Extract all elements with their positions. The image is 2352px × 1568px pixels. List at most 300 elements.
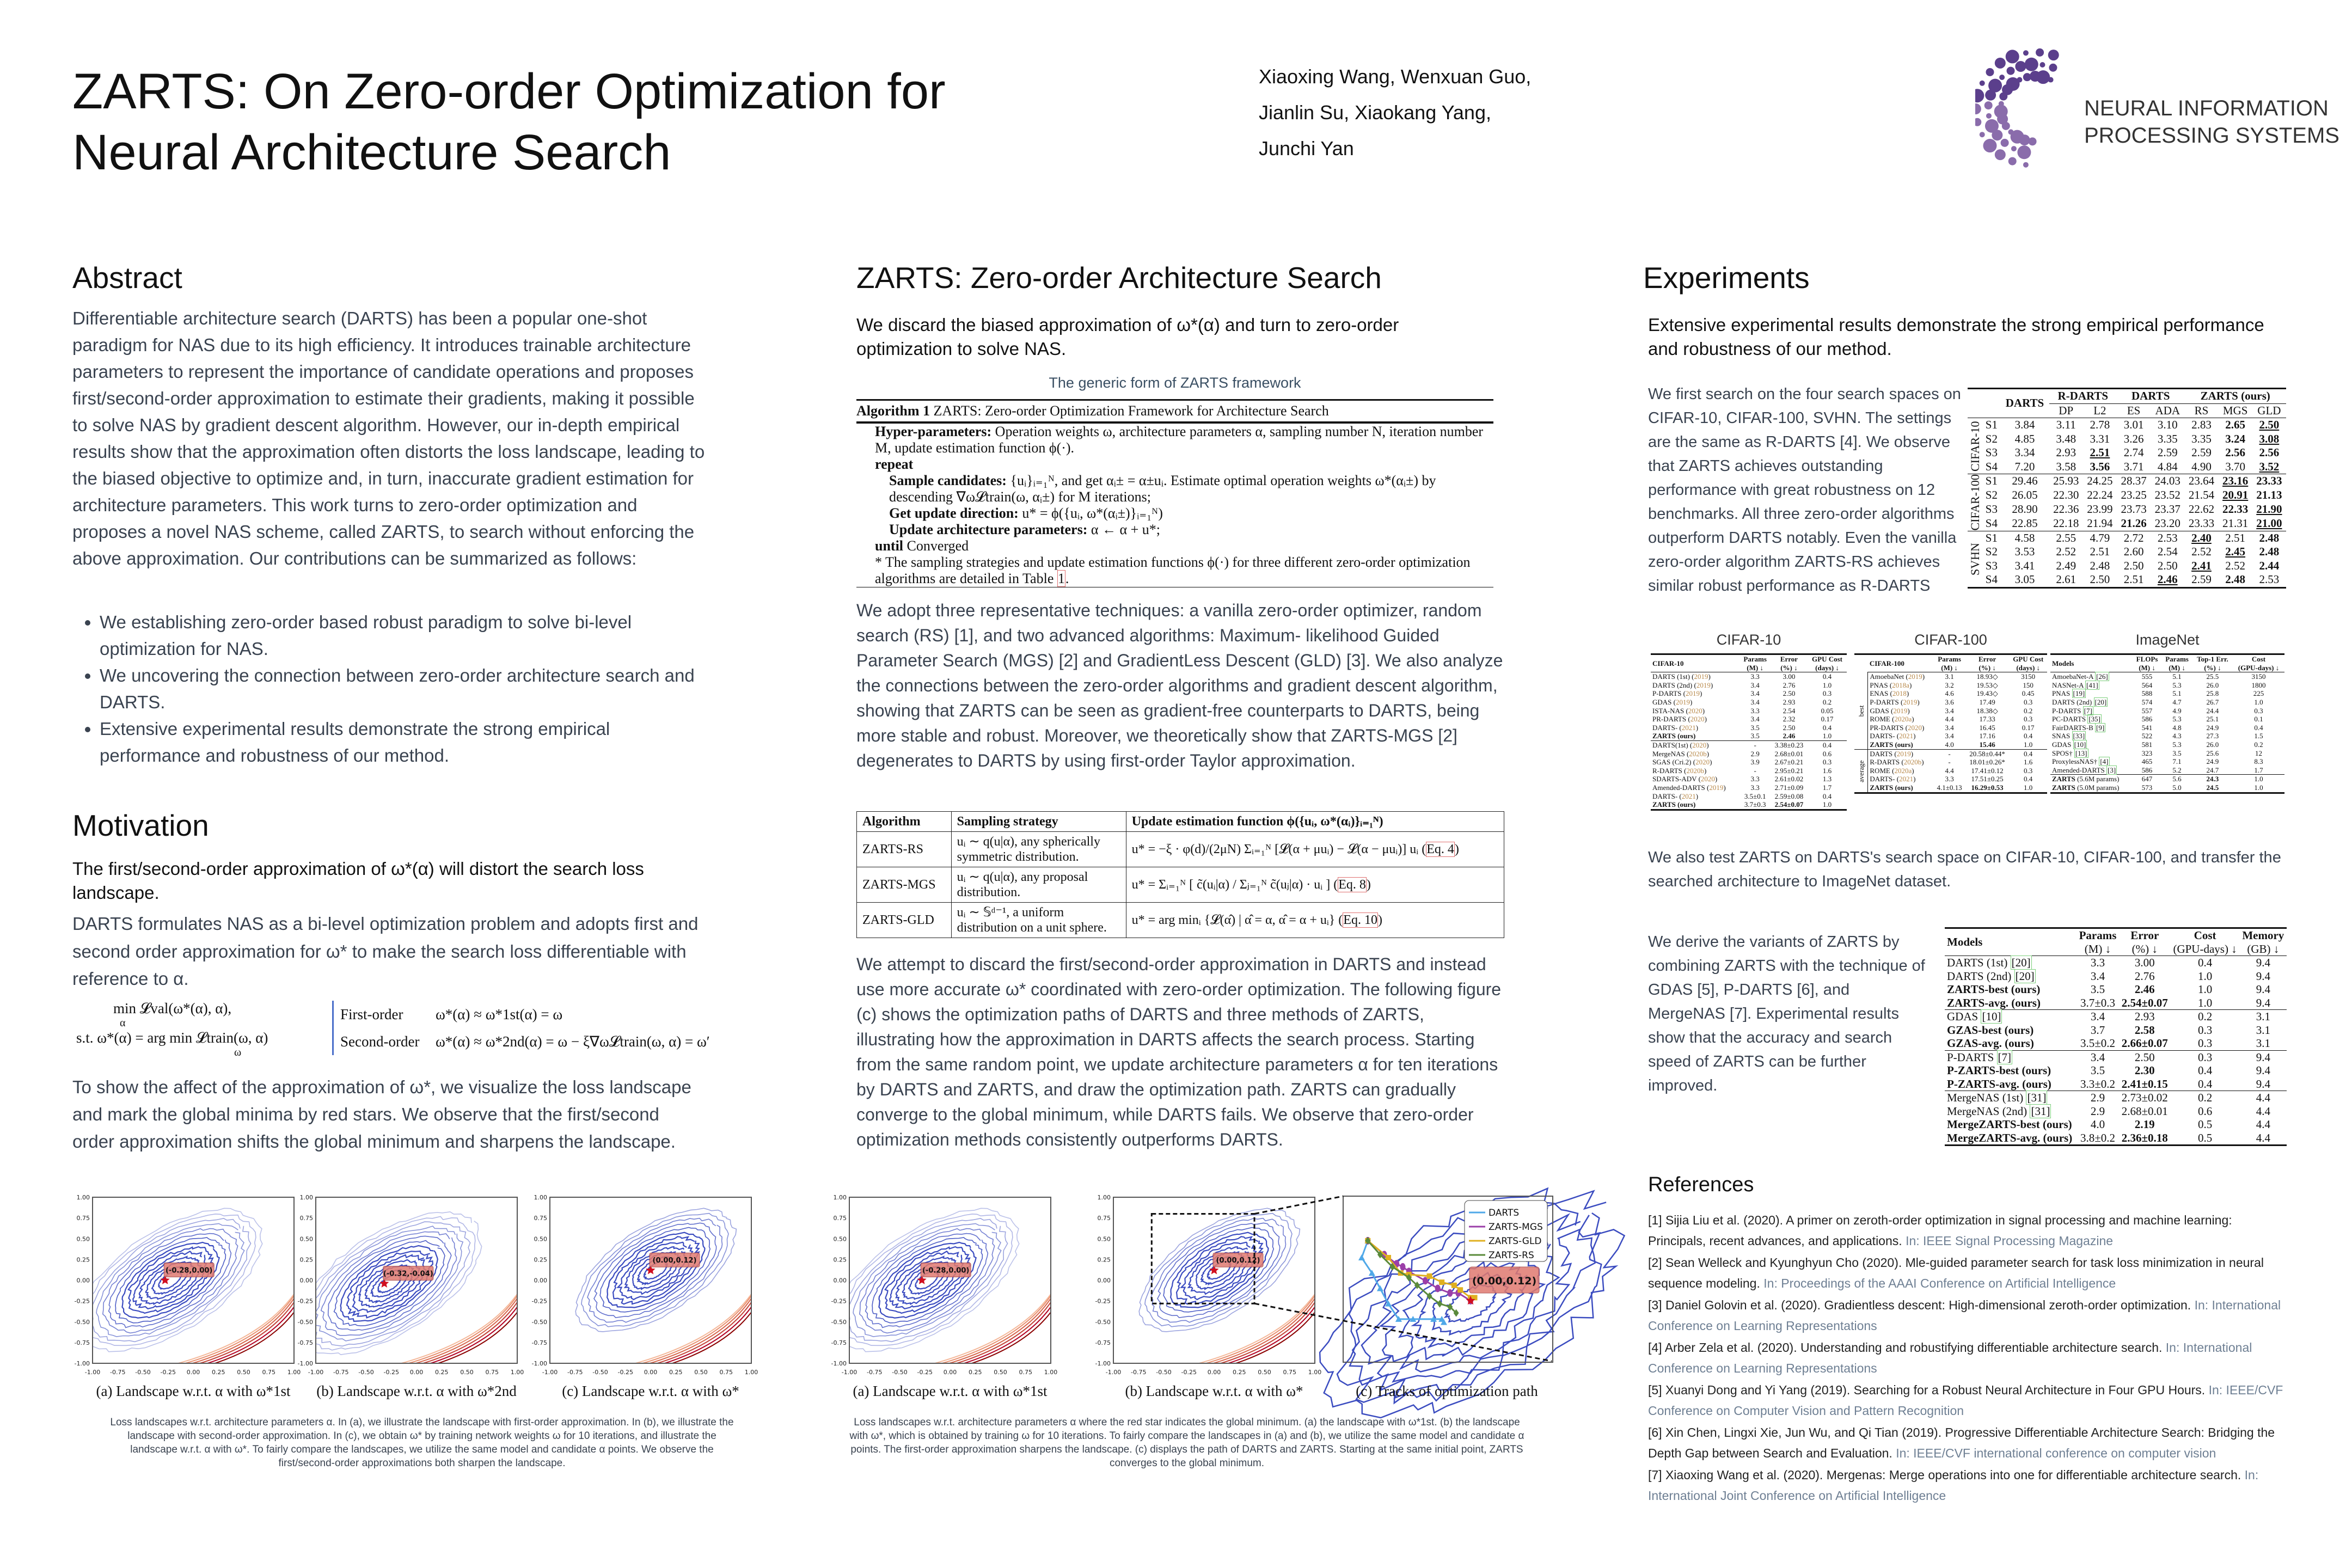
value-cell: 17.33 — [1979, 715, 1995, 724]
value-cell: 24.9 — [2206, 757, 2219, 766]
citation-link[interactable]: [ 31 ] — [2026, 1091, 2047, 1105]
citation-link[interactable]: ( 2019 ) — [1894, 750, 1913, 758]
value-cell: 3.5±0.1 — [1744, 792, 1766, 800]
table-row — [2050, 698, 2284, 707]
citation-link[interactable]: ( 2020b ) — [1687, 750, 1709, 758]
error-cell: 4.84 — [2157, 460, 2178, 473]
model-name: ROME — [1870, 766, 1890, 775]
citation-link[interactable]: ( 2021 ) — [1679, 792, 1698, 800]
y-tick-label: 1.00 — [1097, 1194, 1111, 1201]
value-cell: 12 — [2255, 749, 2262, 757]
model-name: R-DARTS — [1870, 758, 1900, 767]
value-cell: 1.5 — [2254, 732, 2263, 740]
value-cell: 0.05 — [1821, 706, 1834, 715]
model-name-cell — [1651, 681, 1739, 690]
reference-text: [5] Xuanyi Dong and Yi Yang (2019). Searching for a Robust Neural Architecture in Four GPU Hours. — [1648, 1383, 2206, 1397]
error-cell: 21.13 — [2256, 488, 2282, 502]
space-label: S2 — [1985, 432, 1998, 445]
table-row — [1968, 418, 2286, 432]
x-tick-label: 1.00 — [1044, 1369, 1058, 1376]
title-line: ZARTS: On Zero-order Optimization for — [72, 64, 946, 119]
value-cell: 3.4 — [1945, 732, 1954, 740]
value-cell: 26.0 — [2206, 740, 2219, 749]
citation-link[interactable]: ( 2020b ) — [1901, 758, 1924, 766]
citation-link[interactable]: [ 7 ] — [2083, 706, 2093, 715]
value-cell: 2.46 — [1783, 732, 1796, 740]
citation-link[interactable]: ( 2019 ) — [1683, 689, 1702, 697]
citation-link[interactable]: ( 2019 ) — [1891, 707, 1910, 715]
model-name-cell — [2050, 698, 2133, 707]
model-name-cell — [2050, 766, 2133, 775]
model-name-cell — [2050, 724, 2133, 732]
value-cell: 2.76 — [1783, 681, 1796, 689]
x-tick-label: 0.50 — [994, 1369, 1007, 1376]
contour-line — [103, 1229, 238, 1333]
column-header-unit: (days) ↓ — [1815, 663, 1839, 672]
citation-link[interactable]: [ 13 ] — [2074, 749, 2088, 758]
table-row — [2050, 757, 2284, 766]
logo-dot — [2019, 134, 2030, 145]
column-header-unit: (GB) ↓ — [2247, 942, 2280, 955]
track-marker-square — [1457, 1287, 1463, 1293]
value-cell: - — [1948, 758, 1951, 767]
logo-dot — [2049, 64, 2057, 72]
logo-dot — [1986, 113, 1992, 119]
column-header-line: Params — [2079, 929, 2117, 942]
reference-venue: In: International Conference on Learning Representations — [1648, 1298, 2281, 1333]
error-cell: 2.52 — [2056, 545, 2077, 558]
value-cell: 4.3 — [2172, 732, 2182, 740]
track-marker-square — [1386, 1255, 1391, 1260]
table-row — [1945, 1050, 2287, 1064]
model-name: ZARTS (ours) — [1652, 732, 1696, 740]
error-cell: 22.85 — [2012, 516, 2038, 530]
citation-link[interactable]: ( 2020 ) — [1690, 741, 1709, 749]
references-heading: References — [1648, 1173, 1754, 1196]
value-cell: 0.17 — [2022, 723, 2035, 732]
citation-link[interactable]: [ 20 ] — [2011, 955, 2032, 970]
value-cell: 1.0 — [2197, 996, 2213, 1009]
citation-link[interactable]: [ 10 ] — [1981, 1009, 2002, 1024]
model-name-cell — [1868, 767, 1933, 775]
model-name: P-DARTS — [1870, 697, 1899, 706]
column-header-line: GPU Cost — [1812, 655, 1842, 663]
value-cell: 3.4 — [1945, 706, 1954, 715]
model-name: P-ZARTS-avg. (ours) — [1947, 1077, 2051, 1091]
logo-text — [2084, 95, 2339, 149]
value-cell: 17.51±0.25 — [1971, 775, 2004, 783]
model-name: ProxylessNAS† — [2052, 757, 2098, 766]
model-name-cell — [1651, 758, 1739, 767]
table-row — [2050, 732, 2284, 740]
equation-ref-link[interactable]: Eq. 4 — [1426, 842, 1454, 856]
variants-table — [1945, 927, 2287, 1146]
value-cell: 2.54 — [1783, 706, 1796, 715]
author-line: Jianlin Su, Xiaokang Yang, — [1259, 101, 1491, 124]
error-cell: 2.40 — [2191, 531, 2212, 544]
citation-link[interactable]: [ 4 ] — [2099, 757, 2109, 766]
x-tick-label: -0.75 — [1131, 1369, 1147, 1376]
model-name-cell — [2050, 732, 2133, 740]
model-name: GZAS-best (ours) — [1947, 1023, 2034, 1037]
value-cell: 5.1 — [2172, 689, 2182, 698]
citation-link[interactable]: ( 2019 ) — [1906, 672, 1925, 681]
logo-text-line: PROCESSING SYSTEMS — [2084, 124, 2339, 148]
legend-label: ZARTS-MGS — [1489, 1222, 1543, 1233]
algorithm-cell: ZARTS-RS — [857, 832, 952, 867]
contour-line — [299, 1215, 475, 1350]
model-name: ZARTS — [2052, 783, 2075, 792]
citation-link[interactable]: ( 2019 ) — [1707, 783, 1726, 792]
value-cell: 1.0 — [2254, 697, 2263, 706]
column-header-line: Error — [1780, 655, 1798, 663]
error-cell: 21.26 — [2121, 516, 2147, 530]
logo-dot — [1999, 93, 2007, 101]
error-cell: 2.72 — [2123, 531, 2144, 544]
value-cell: 4.1±0.13 — [1937, 783, 1962, 792]
citation-link[interactable]: ( 2020 ) — [1693, 758, 1712, 766]
value-cell: 2.46 — [2134, 983, 2155, 996]
y-tick-label: 1.00 — [299, 1194, 313, 1201]
column-header — [1933, 654, 1965, 672]
x-tick-label: 0.25 — [435, 1369, 449, 1376]
table-row — [1945, 970, 2287, 983]
citation-link[interactable]: ( 2021 ) — [1897, 732, 1916, 740]
abstract-text: Differentiable architecture search (DARTS) has been a popular one-shot paradigm for NAS due to its high efficiency. It introduces trainable architecture parameters to represent the importance of candidate operations and proposes first/second-order approximation to estimate their gradients, making it possible to solve NAS by gradient descent algorithm. However, our in-depth empirical results show that the approximation often distorts the loss landscape, leading to the biased objective to optimize and, in turn, inaccurate gradient estimation for architecture parameters. This work turns to zero-order optimization and proposes a novel NAS scheme, called ZARTS, to search without enforcing the above approximation. Our contributions can be summarized as follows: — [72, 308, 705, 568]
author-line: Xiaoxing Wang, Wenxuan Guo, — [1259, 65, 1532, 88]
value-cell: 3.1 — [2256, 1010, 2270, 1023]
error-cell: 2.56 — [2225, 446, 2246, 459]
column-header-line: Cost — [2251, 655, 2266, 663]
second-order-eq: ω*(α) ≈ ω*2nd(α) = ω − ξ∇ω𝓛train(ω, α) = ω′ — [436, 1033, 710, 1050]
y-tick-label: -0.75 — [297, 1339, 313, 1346]
value-cell: 555 — [2141, 672, 2153, 681]
model-name: MergeZARTS-best (ours) — [1947, 1118, 2072, 1131]
error-cell: 2.54 — [2157, 545, 2178, 558]
column-header — [1739, 654, 1770, 672]
model-name-cell — [1945, 1091, 2077, 1105]
equation-ref-link[interactable]: Eq. 10 — [1343, 913, 1377, 927]
eq-min-sub: α — [120, 1017, 126, 1029]
error-cell: 2.52 — [2225, 559, 2246, 572]
error-cell: 2.50 — [2123, 559, 2144, 572]
error-cell: 2.55 — [2056, 531, 2077, 544]
contribution-item: • We uncovering the connection between zero-order architecture search and DARTS. — [100, 662, 715, 715]
citation-link[interactable]: ( 2020 ) — [1688, 715, 1707, 723]
track-marker-square — [1427, 1273, 1432, 1279]
citation-link[interactable]: [ 10 ] — [2073, 740, 2087, 749]
y-tick-label: -1.00 — [297, 1360, 313, 1367]
citation-link[interactable]: [ 19 ] — [2072, 689, 2086, 698]
minimum-label: (0.00,0.12) — [652, 1257, 697, 1265]
x-tick-label: 0.25 — [969, 1369, 982, 1376]
column-header — [2161, 654, 2192, 672]
citation-link[interactable]: ( 2021 ) — [1897, 775, 1916, 783]
value-cell: 4.4 — [2256, 1118, 2270, 1131]
value-cell: 3.1 — [2256, 1037, 2270, 1050]
x-tick-label: -0.25 — [1181, 1369, 1197, 1376]
contour-line-high — [877, 1224, 1071, 1380]
citation-link[interactable]: ( 2020 ) — [1906, 724, 1925, 732]
column-group-header: R-DARTS — [2049, 389, 2117, 404]
citation-link[interactable]: ( 2020 ) — [1686, 707, 1705, 715]
model-name: NASNet-A — [2052, 681, 2084, 689]
value-cell: 3.3 — [2090, 956, 2105, 969]
column-header: ADA — [2155, 403, 2180, 417]
column-header-line: Top-1 Err. — [2197, 655, 2228, 663]
citation-link[interactable]: ( 2020a ) — [1892, 767, 1914, 775]
figure-subcaption: (c) Tracks of optimization path — [1356, 1383, 1538, 1399]
value-cell: 9.4 — [2256, 956, 2270, 969]
citation-link[interactable]: [ 20 ] — [2014, 969, 2036, 983]
error-cell: 23.33 — [2188, 516, 2215, 530]
reference-item — [1648, 1465, 2290, 1506]
citation-link[interactable]: ( 2019 ) — [1901, 698, 1920, 706]
y-tick-label: -0.25 — [74, 1297, 90, 1305]
y-tick-label: -1.00 — [531, 1360, 547, 1367]
value-cell: 2.54±0.07 — [1774, 800, 1804, 809]
citation-link[interactable]: ( 2020b ) — [1684, 767, 1706, 775]
citation-link[interactable]: ( 2020a ) — [1892, 715, 1914, 723]
model-name-cell — [2050, 672, 2133, 681]
error-cell: 21.94 — [2087, 516, 2113, 530]
citation-link[interactable]: [ 41 ] — [2085, 681, 2099, 690]
error-cell: 2.46 — [2157, 573, 2178, 586]
table-row — [1945, 1091, 2287, 1105]
value-cell: 9.4 — [2256, 996, 2270, 1009]
model-name-cell — [2050, 783, 2133, 793]
citation-link[interactable]: ( 2019 ) — [1694, 681, 1713, 689]
error-cell: 26.05 — [2012, 488, 2038, 502]
title-line: Neural Architecture Search — [72, 125, 671, 180]
value-cell: 0.2 — [2197, 1091, 2213, 1104]
table-row — [2050, 681, 2284, 690]
table-row — [857, 903, 1504, 938]
y-tick-label: -1.00 — [74, 1360, 90, 1367]
value-cell: 2.76 — [2134, 969, 2155, 983]
motivation-text-2: To show the affect of the approximation of ω*, we visualize the loss landscape and mark the global minima by red stars. We observe that the first/second order approximation shifts the global minimum and sharpens the landscape. — [72, 1077, 691, 1152]
model-name: DARTS (1st) — [1652, 672, 1690, 681]
model-name: ZARTS (ours) — [1870, 740, 1913, 749]
model-name-cell — [1868, 740, 1933, 749]
model-name: P-DARTS — [2052, 706, 2081, 715]
model-name-cell — [1651, 767, 1739, 775]
logo-dot — [1986, 68, 1994, 76]
citation-link[interactable]: [ 33 ] — [2072, 731, 2086, 740]
model-name: ROME — [1870, 715, 1890, 724]
value-cell: 3.1 — [2256, 1023, 2270, 1037]
model-name: AmoebaNet — [1870, 672, 1904, 681]
x-tick-label: -0.50 — [892, 1369, 908, 1376]
model-name-cell — [1651, 792, 1739, 801]
contour-line — [308, 1222, 470, 1346]
update-cell: u* = −ξ · φ(d)/(2μN) Σᵢ₌₁ᴺ [𝓛(α + μuᵢ) − 𝓛(α − μuᵢ)] uᵢ (Eq. 4) — [1126, 832, 1504, 867]
robustness-table — [1968, 388, 2286, 589]
logo-text-line: NEURAL INFORMATION — [2084, 96, 2329, 120]
logo-dot — [2030, 71, 2041, 82]
reference-venue: In: IEEE/CVF international conference on computer vision — [1896, 1446, 2216, 1460]
error-cell: 2.48 — [2090, 559, 2110, 572]
y-tick-label: 0.00 — [76, 1277, 90, 1284]
citation-link[interactable]: [ 35 ] — [2087, 714, 2102, 724]
table-row — [1968, 531, 2286, 545]
value-cell: 3.5 — [1750, 732, 1760, 740]
plot-frame — [1113, 1197, 1315, 1363]
algorithm-caption: The generic form of ZARTS framework — [1049, 375, 1301, 391]
y-tick-label: -0.75 — [531, 1339, 547, 1346]
error-cell: 23.20 — [2154, 516, 2180, 530]
value-cell: 0.5 — [2197, 1118, 2213, 1131]
algorithm-title — [856, 401, 1493, 422]
column-header: DP — [2059, 403, 2074, 417]
value-cell: 1.0 — [2254, 783, 2263, 792]
value-cell: 4.0 — [2090, 1118, 2105, 1131]
value-cell: 588 — [2141, 689, 2153, 698]
value-cell: 16.45 — [1979, 723, 1995, 732]
column-header — [2077, 928, 2119, 956]
column-group-header: ZARTS (ours) — [2184, 389, 2286, 404]
model-name: GZAS-avg. (ours) — [1947, 1037, 2034, 1050]
figure-subcaption: (c) Landscape w.r.t. α with ω* — [562, 1383, 739, 1399]
eq-st: s.t. ω*(α) = arg min 𝓛train(ω, α) — [76, 1030, 268, 1046]
model-name-cell — [2050, 775, 2133, 783]
logo-dot — [2015, 61, 2026, 72]
table-header-row — [1968, 389, 2286, 404]
model-name-cell — [1868, 698, 1933, 707]
model-name-cell — [2050, 749, 2133, 758]
error-cell: 2.56 — [2259, 446, 2280, 459]
contour-line — [1139, 1208, 1300, 1332]
model-name-cell — [1651, 750, 1739, 758]
value-cell: 5.0 — [2172, 783, 2182, 792]
citation-link[interactable]: [ 9 ] — [2095, 723, 2105, 732]
column-header — [1945, 928, 2077, 956]
value-cell: 3.4 — [1750, 689, 1760, 698]
value-cell: 26.0 — [2206, 681, 2219, 689]
model-name-suffix: (5.6M params) — [2077, 775, 2120, 783]
error-cell: 24.03 — [2154, 474, 2180, 488]
error-cell: 2.65 — [2225, 418, 2246, 431]
model-name-cell — [1945, 1050, 2077, 1064]
logo-dot — [1999, 75, 2005, 80]
column-header — [1965, 654, 2009, 672]
error-cell: 23.52 — [2154, 488, 2180, 502]
citation-link[interactable]: ( 2020 ) — [1699, 775, 1718, 783]
sample-label: Sample candidates: — [889, 473, 1007, 488]
x-tick-label: 0.75 — [1283, 1369, 1296, 1376]
x-tick-label: -1.00 — [308, 1369, 324, 1376]
space-label: S2 — [1985, 545, 1998, 558]
value-cell: 2.9 — [2090, 1104, 2105, 1118]
contour-line — [848, 1218, 1008, 1342]
x-tick-label: 0.25 — [212, 1369, 225, 1376]
track-legend — [1465, 1200, 1547, 1261]
model-name: PC-DARTS — [2052, 715, 2086, 724]
model-name-cell — [1868, 715, 1933, 724]
reference-text: [1] Sijia Liu et al. (2020). A primer on zeroth-order optimization in signal processing and machine learning: Principals, recent advances, and applications. — [1648, 1213, 2232, 1248]
bilevel-objective — [76, 1000, 268, 1058]
y-tick-label: 0.75 — [76, 1215, 90, 1222]
citation-link[interactable]: [ 31 ] — [2030, 1104, 2051, 1118]
table-ref-link[interactable]: 1 — [1057, 571, 1065, 586]
author-line: Junchi Yan — [1259, 137, 1354, 160]
logo-dot — [1980, 81, 1985, 86]
contour-plot — [512, 1195, 757, 1388]
track-marker-triangle — [1358, 1254, 1365, 1260]
value-cell: 574 — [2141, 697, 2153, 706]
model-name-cell — [1868, 758, 1933, 767]
citation-link[interactable]: ( 2018 ) — [1890, 689, 1909, 697]
value-cell: 25.8 — [2206, 689, 2219, 698]
error-cell: 3.10 — [2157, 418, 2178, 431]
citation-link[interactable]: ( 2021 ) — [1679, 724, 1698, 732]
x-tick-label: -1.00 — [84, 1369, 101, 1376]
table-row — [2050, 707, 2284, 715]
x-tick-label: 0.50 — [694, 1369, 708, 1376]
value-cell: 3.5 — [1750, 723, 1760, 732]
contour-line — [96, 1223, 244, 1337]
value-cell: 564 — [2141, 681, 2153, 689]
logo-dot — [2029, 137, 2037, 145]
table-header-row — [1945, 928, 2287, 956]
plot-frame — [550, 1197, 751, 1363]
value-cell: 0.4 — [1822, 792, 1832, 800]
model-name-cell — [2050, 681, 2133, 690]
x-tick-label: 1.00 — [287, 1369, 301, 1376]
sampling-cell: uᵢ ∼ 𝕊ᵈ⁻¹, a uniform distribution on a unit sphere. — [951, 903, 1126, 938]
citation-link[interactable]: ( 2019 ) — [1692, 672, 1711, 681]
citation-link[interactable]: ( 2018a ) — [1890, 681, 1912, 689]
minimum-label: (0.00,0.12) — [1216, 1257, 1260, 1265]
column-header-unit: (M) ↓ — [2139, 663, 2155, 672]
logo-dot — [2039, 62, 2045, 68]
citation-link[interactable]: [ 20 ] — [2094, 697, 2108, 707]
model-name-cell — [1868, 783, 1933, 793]
table-row — [1854, 749, 2047, 758]
citation-link[interactable]: [ 3 ] — [2106, 765, 2117, 775]
table-row — [1854, 740, 2047, 749]
contour-line — [315, 1226, 463, 1341]
error-cell: 22.36 — [2053, 502, 2079, 516]
value-cell: 24.3 — [2206, 775, 2219, 783]
method-lead: We discard the biased approximation of ω*(α) and turn to zero-order optimization to solve NAS. — [856, 315, 1399, 359]
table-row — [1945, 1064, 2287, 1077]
citation-link[interactable]: ( 2019 ) — [1674, 698, 1693, 706]
table-row — [1854, 767, 2047, 775]
update-formula: u* = arg minᵢ {𝓛(α̂) | α̂ = α, α̂ = α + uᵢ} — [1131, 913, 1336, 927]
y-tick-label: 0.00 — [299, 1277, 313, 1284]
value-cell: 9.4 — [2256, 969, 2270, 983]
model-name: PNAS — [1870, 681, 1888, 689]
model-name: ZARTS-best (ours) — [1947, 983, 2041, 996]
value-cell: 1.6 — [1822, 766, 1832, 775]
citation-link[interactable]: [ 26 ] — [2095, 672, 2109, 681]
column-header — [2050, 654, 2133, 672]
motivation-lead: The first/second-order approximation of ω*(α) will distort the search loss landscape. — [72, 859, 644, 903]
model-name: ENAS — [1870, 689, 1889, 698]
model-name: P-DARTS — [1652, 689, 1682, 698]
equation-ref-link[interactable]: Eq. 8 — [1338, 878, 1366, 892]
approximation-equations — [332, 1001, 710, 1055]
citation-link[interactable]: [ 7 ] — [1997, 1050, 2013, 1064]
model-name-cell — [1868, 775, 1933, 783]
model-name-cell — [1651, 707, 1739, 715]
table-row — [1945, 956, 2287, 970]
model-name: DARTS(1st) — [1652, 740, 1688, 749]
until-keyword: until — [875, 538, 904, 554]
reference-text: [2] Sean Welleck and Kyunghyun Cho (2020). Mle-guided parameter search for task loss minimization in neural sequence modeling. — [1648, 1255, 2264, 1290]
column-header: ES — [2127, 403, 2141, 417]
